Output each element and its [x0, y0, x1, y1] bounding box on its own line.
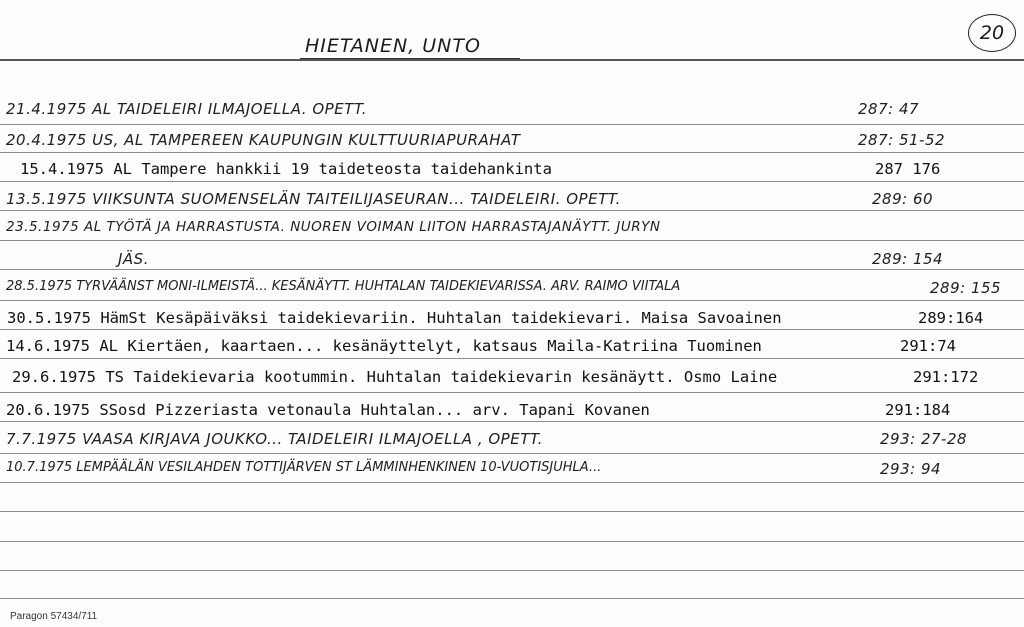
- footer-print: Paragon 57434/711: [10, 611, 98, 622]
- rule-line: [0, 541, 1024, 542]
- entry-text: 28.5.1975 TYRVÄÄNST MONI-ILMEISTÄ... KESÄNÄYTT. HUHTALAN TAIDEKIEVARISSA. ARV. RAIMO VIITALA: [6, 279, 681, 294]
- rule-line: [0, 300, 1024, 301]
- entry-text: 20.6.1975 SSosd Pizzeriasta vetonaula Huhtalan... arv. Tapani Kovanen: [6, 401, 650, 419]
- rule-line: [0, 598, 1024, 599]
- rule-line: [0, 124, 1024, 125]
- entry-text: 23.5.1975 AL TYÖTÄ JA HARRASTUSTA. NUOREN VOIMAN LIITON HARRASTAJANÄYTT. JURYN: [6, 219, 661, 235]
- entry-reference: 291:74: [900, 337, 956, 355]
- entry-reference: 287 176: [875, 160, 941, 178]
- rule-line: [0, 511, 1024, 512]
- entry-text: 14.6.1975 AL Kiertäen, kaartaen... kesänäyttelyt, katsaus Maila-Katriina Tuominen: [6, 337, 762, 355]
- rule-line: [0, 358, 1024, 359]
- rule-line: [0, 269, 1024, 270]
- entry-text: JÄS.: [118, 250, 149, 268]
- name-underline: [300, 58, 520, 59]
- rule-line: [0, 59, 1024, 61]
- entry-reference: 293: 94: [880, 460, 942, 478]
- entry-reference: 289: 154: [872, 250, 944, 268]
- rule-line: [0, 152, 1024, 153]
- rule-line: [0, 181, 1024, 182]
- person-name: HIETANEN, UNTO: [305, 35, 481, 57]
- rule-line: [0, 329, 1024, 330]
- entry-text: 15.4.1975 AL Tampere hankkii 19 taideteosta taidehankinta: [20, 160, 552, 178]
- rule-line: [0, 453, 1024, 454]
- entry-text: 7.7.1975 VAASA KIRJAVA JOUKKO... TAIDELEIRI ILMAJOELLA , OPETT.: [6, 430, 544, 448]
- entry-text: 29.6.1975 TS Taidekievaria kootummin. Huhtalan taidekievarin kesänäytt. Osmo Laine: [12, 368, 778, 386]
- entry-text: 21.4.1975 AL TAIDELEIRI ILMAJOELLA. OPETT.: [6, 100, 367, 118]
- entry-reference: 291:172: [913, 368, 979, 386]
- entry-text: 20.4.1975 US, AL TAMPEREEN KAUPUNGIN KULTTUURIAPURAHAT: [6, 131, 521, 149]
- entry-reference: 287: 51-52: [858, 131, 946, 149]
- entry-reference: 291:184: [885, 401, 951, 419]
- rule-line: [0, 392, 1024, 393]
- rule-line: [0, 421, 1024, 422]
- rule-line: [0, 210, 1024, 211]
- rule-line: [0, 240, 1024, 241]
- entry-text: 30.5.1975 HämSt Kesäpäiväksi taidekievariin. Huhtalan taidekievari. Maisa Savoainen: [7, 309, 782, 327]
- entry-reference: 287: 47: [858, 100, 920, 118]
- rule-line: [0, 482, 1024, 483]
- entry-reference: 293: 27-28: [880, 430, 968, 448]
- entry-reference: 289: 60: [872, 190, 934, 208]
- rule-line: [0, 570, 1024, 571]
- entry-text: 13.5.1975 VIIKSUNTA SUOMENSELÄN TAITEILIJASEURAN... TAIDELEIRI. OPETT.: [6, 190, 621, 208]
- entry-reference: 289:164: [918, 309, 984, 327]
- card-number: 20: [968, 14, 1016, 52]
- entry-text: 10.7.1975 LEMPÄÄLÄN VESILAHDEN TOTTIJÄRVEN ST LÄMMINHENKINEN 10-VUOTISJUHLA...: [6, 460, 602, 475]
- entry-reference: 289: 155: [930, 279, 1002, 297]
